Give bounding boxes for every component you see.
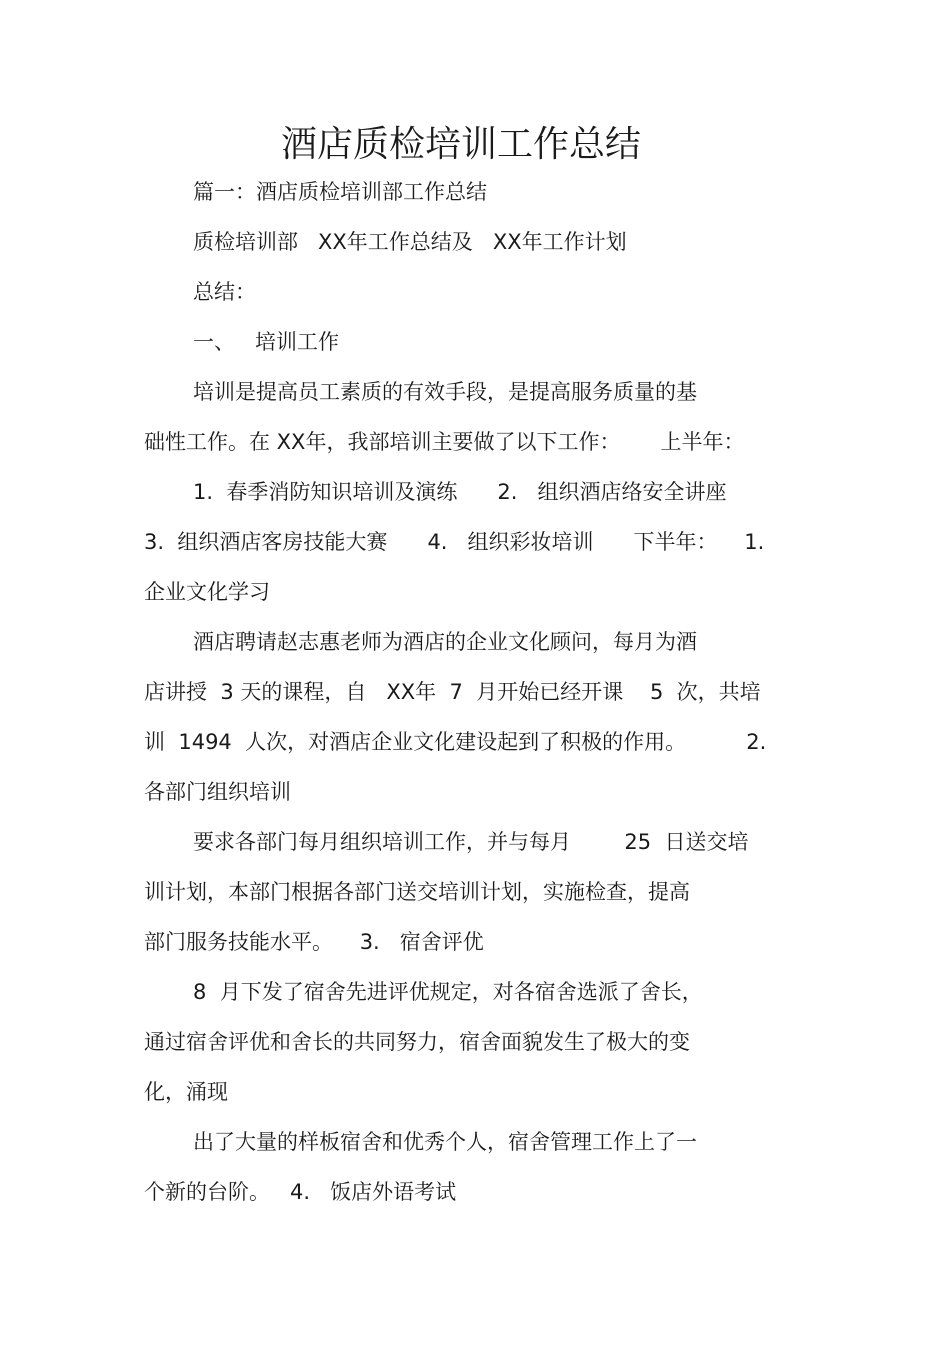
paragraph-line: 8 月下发了宿舍先进评优规定，对各宿舍选派了舍长，: [193, 980, 703, 1004]
subtitle-line: 质检培训部 XX年工作总结及 XX年工作计划: [193, 230, 627, 254]
paragraph-line: 个新的台阶。 4. 饭店外语考试: [144, 1180, 457, 1204]
paragraph-line: 店讲授 3 天的课程，自 XX年 7 月开始已经开课 5 次，共培: [144, 680, 761, 704]
paragraph-line: 础性工作。在 XX年，我部培训主要做了以下工作： 上半年：: [144, 430, 745, 454]
paragraph-line: 要求各部门每月组织培训工作，并与每月 25 日送交培: [193, 830, 749, 854]
summary-label: 总结：: [193, 280, 256, 304]
paragraph-line: 3. 组织酒店客房技能大赛 4. 组织彩妆培训 下半年： 1.: [144, 530, 765, 554]
paragraph-line: 通过宿舍评优和舍长的共同努力，宿舍面貌发生了极大的变: [144, 1030, 690, 1054]
paragraph-line: 各部门组织培训: [144, 780, 291, 804]
paragraph-line: 1. 春季消防知识培训及演练 2. 组织酒店络安全讲座: [193, 480, 727, 504]
paragraph-line: 酒店聘请赵志惠老师为酒店的企业文化顾问，每月为酒: [193, 630, 697, 654]
section-heading: 篇一：酒店质检培训部工作总结: [193, 180, 487, 204]
paragraph-line: 化，涌现: [144, 1080, 228, 1104]
paragraph-line: 出了大量的样板宿舍和优秀个人，宿舍管理工作上了一: [193, 1130, 697, 1154]
document-title: 酒店质检培训工作总结: [280, 124, 641, 165]
item-heading-training: 一、 培训工作: [193, 330, 340, 354]
paragraph-line: 训 1494 人次，对酒店企业文化建设起到了积极的作用。 2.: [144, 730, 767, 754]
paragraph-line: 部门服务技能水平。 3. 宿舍评优: [144, 930, 484, 954]
paragraph-line: 企业文化学习: [144, 580, 270, 604]
paragraph-line: 训计划，本部门根据各部门送交培训计划，实施检查，提高: [144, 880, 690, 904]
paragraph-line: 培训是提高员工素质的有效手段，是提高服务质量的基: [193, 380, 697, 404]
